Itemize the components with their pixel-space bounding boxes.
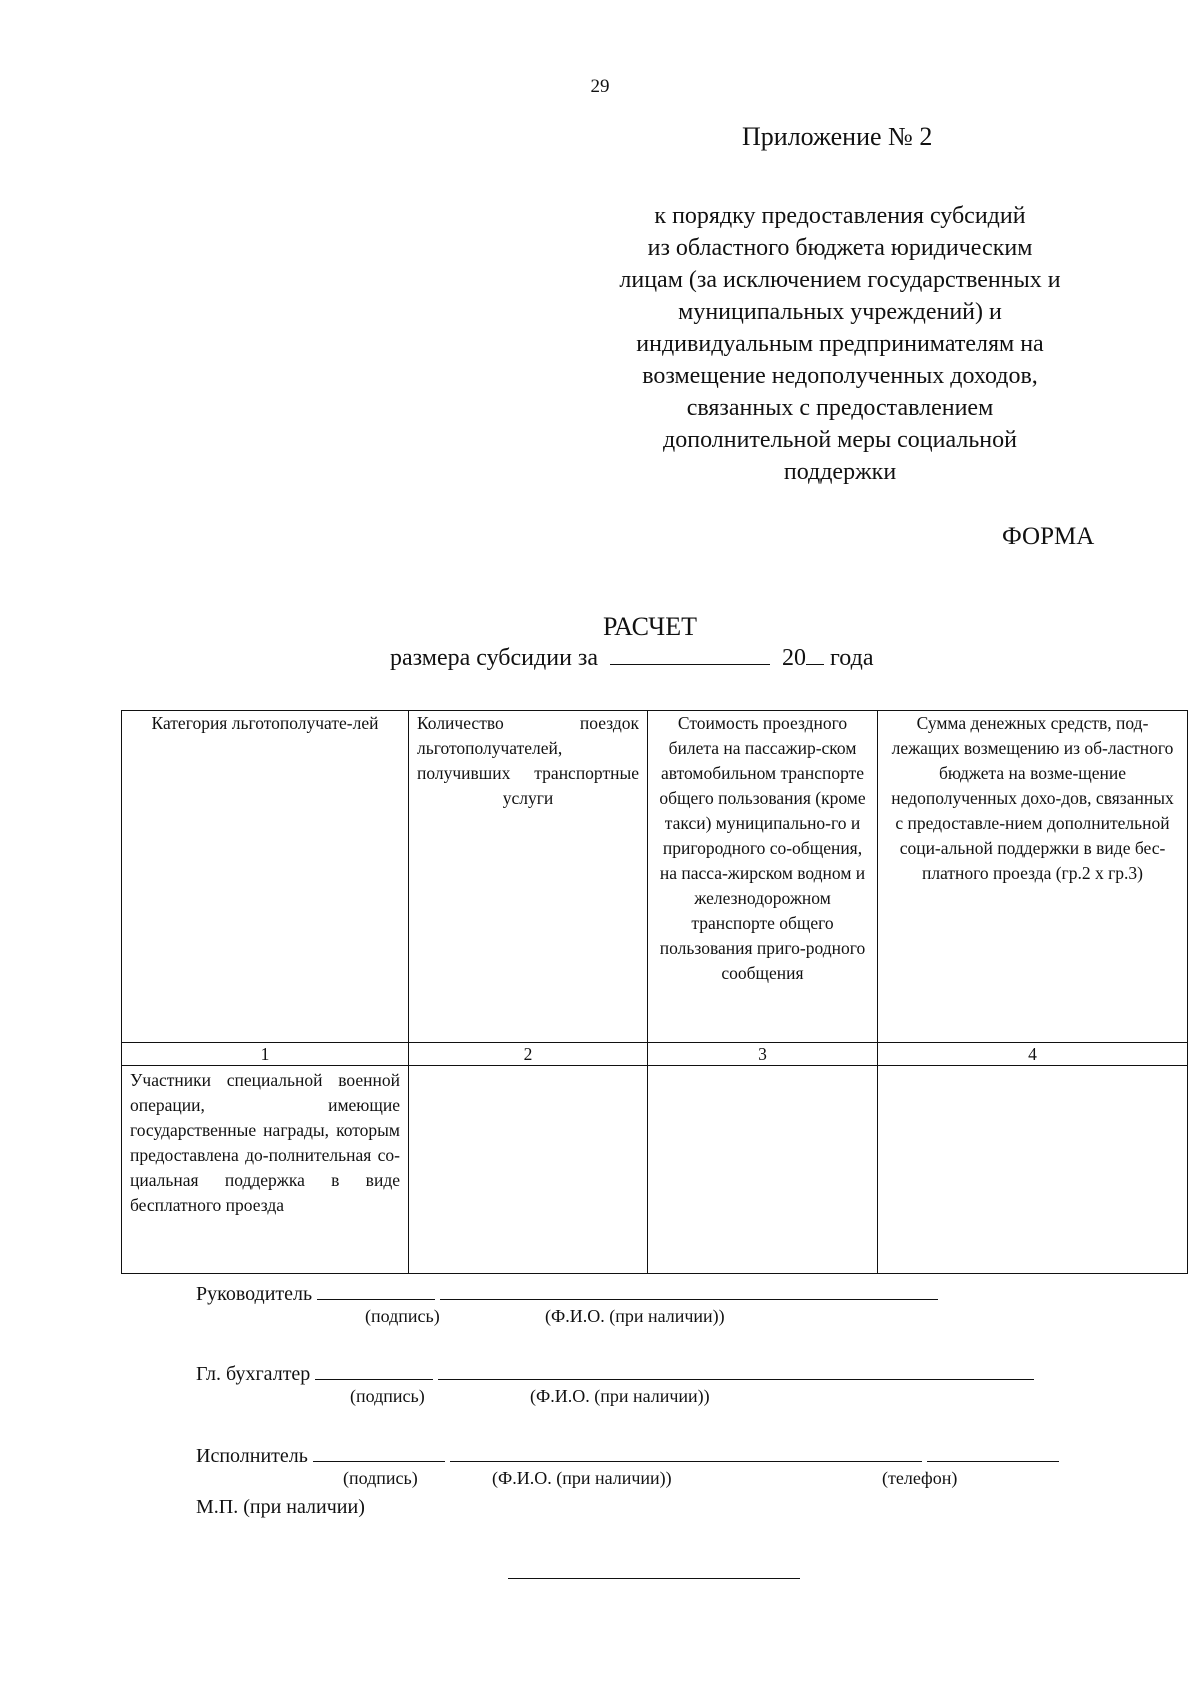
document-subheading <box>390 644 873 672</box>
head-signature-line[interactable] <box>317 1279 435 1300</box>
executor-caption-phone: (телефон) <box>882 1468 958 1488</box>
column-number: 1 <box>122 1043 409 1066</box>
executor-signature-block <box>196 1441 1059 1468</box>
head-signature-block <box>196 1279 938 1306</box>
column-number: 3 <box>648 1043 878 1066</box>
appendix-title: Приложение № 2 <box>742 122 933 151</box>
appendix-subtitle-line: индивидуальным предпринимателям на <box>636 331 1044 357</box>
stamp-label: М.П. (при наличии) <box>196 1496 365 1518</box>
executor-caption-signature: (подпись) <box>343 1468 418 1488</box>
cell-amount[interactable] <box>878 1066 1188 1274</box>
appendix-subtitle-line: дополнительной меры социальной <box>663 427 1017 453</box>
table-header-row <box>122 711 1188 1043</box>
table-row <box>122 1066 1188 1274</box>
form-label: ФОРМА <box>1002 523 1095 550</box>
header-trips: Количество поездок льготополучателей, получивших транспортные услуги <box>409 711 648 1043</box>
page-number: 29 <box>590 76 610 97</box>
appendix-subtitle <box>570 200 1110 488</box>
appendix-subtitle-line: к порядку предоставления субсидий <box>654 203 1026 229</box>
executor-caption-name: (Ф.И.О. (при наличии)) <box>492 1468 672 1488</box>
executor-signature-line[interactable] <box>313 1441 445 1462</box>
period-blank-field[interactable] <box>610 644 770 665</box>
header-category: Категория льготополучате-лей <box>122 711 409 1043</box>
appendix-subtitle-line: связанных с предоставлением <box>686 395 994 421</box>
accountant-signature-block <box>196 1359 1034 1386</box>
calculation-table <box>121 710 1188 1274</box>
appendix-subtitle-line: из областного бюджета юридическим <box>647 235 1033 261</box>
column-number: 4 <box>878 1043 1188 1066</box>
cell-category: Участники специальной военной операции, имеющие государственные награды, которым предоставлена до-полнительная со-циальная поддержка в виде бесплатного проезда <box>122 1066 409 1274</box>
document-heading: РАСЧЕТ <box>603 612 697 641</box>
cell-trips[interactable] <box>409 1066 648 1274</box>
accountant-label: Гл. бухгалтер <box>196 1363 311 1385</box>
cell-ticket-cost[interactable] <box>648 1066 878 1274</box>
accountant-caption-signature: (подпись) <box>350 1386 425 1406</box>
appendix-subtitle-line: муниципальных учреждений) и <box>678 299 1002 325</box>
year-blank-field[interactable] <box>806 644 824 665</box>
accountant-signature-line[interactable] <box>315 1359 433 1380</box>
executor-label: Исполнитель <box>196 1445 308 1467</box>
executor-phone-line[interactable] <box>927 1441 1059 1462</box>
header-ticket-cost: Стоимость проездного билета на пассажир-ском автомобильном транспорте общего пользования (кроме такси) муниципально-го и пригородного со-общения, на пасса-жирском водном и железнодорожном транспорте общего пользования приго-родного сообщения <box>648 711 878 1043</box>
subheading-prefix: размера субсидии за <box>390 645 599 671</box>
head-name-line[interactable] <box>440 1279 938 1300</box>
table-column-numbers-row <box>122 1043 1188 1066</box>
bottom-divider <box>508 1578 800 1579</box>
subheading-suffix: года <box>830 645 874 671</box>
head-label: Руководитель <box>196 1283 313 1305</box>
accountant-caption-name: (Ф.И.О. (при наличии)) <box>530 1386 710 1406</box>
appendix-subtitle-line: лицам (за исключением государственных и <box>619 267 1061 293</box>
executor-name-line[interactable] <box>450 1441 922 1462</box>
head-caption-signature: (подпись) <box>365 1306 440 1326</box>
appendix-subtitle-line: поддержки <box>783 459 897 485</box>
appendix-subtitle-line: возмещение недополученных доходов, <box>642 363 1038 389</box>
column-number: 2 <box>409 1043 648 1066</box>
head-caption-name: (Ф.И.О. (при наличии)) <box>545 1306 725 1326</box>
subheading-year-prefix: 20 <box>782 645 807 671</box>
accountant-name-line[interactable] <box>438 1359 1034 1380</box>
header-amount: Сумма денежных средств, под-лежащих возмещению из об-ластного бюджета на возме-щение недополученных дохо-дов, связанных с предоставле-нием дополнительной соци-альной поддержки в виде бес-платного проезда (гр.2 х гр.3) <box>878 711 1188 1043</box>
